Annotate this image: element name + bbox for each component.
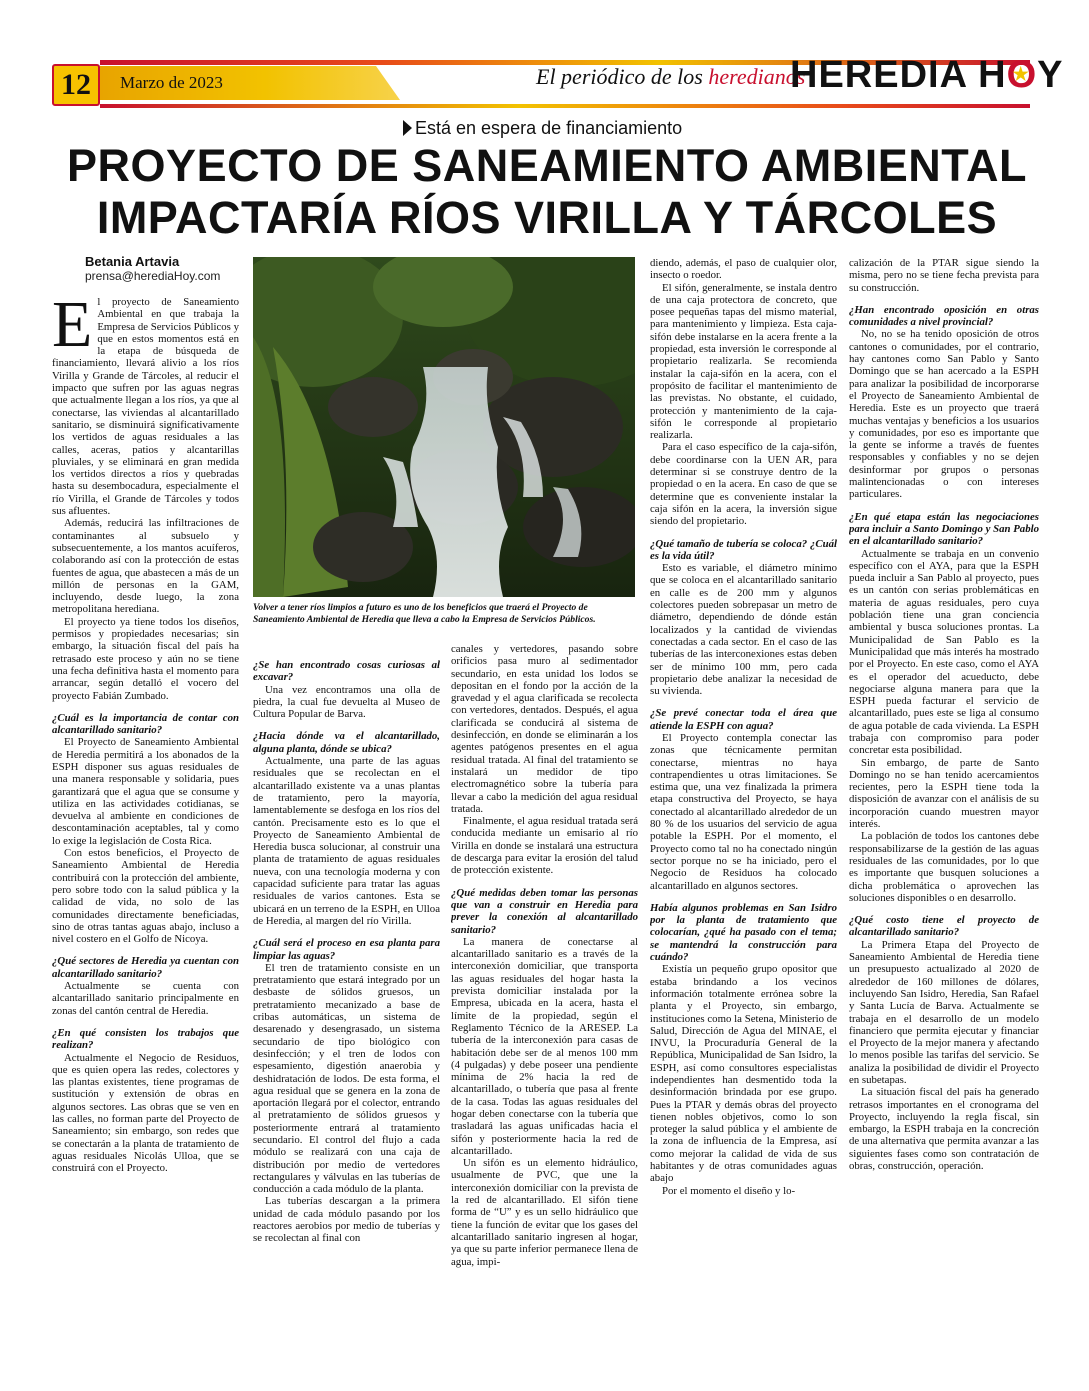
- body-paragraph: diendo, además, el paso de cualquier olor, insecto o roedor.: [650, 257, 837, 282]
- interview-question: Había algunos problemas en San Isidro por la planta de tratamiento que colocarían, ¿qué ha pasado con el tema; se mantendrá la construcción para cuándo?: [650, 901, 837, 964]
- body-paragraph: Sin embargo, de parte de Santo Domingo no se han tenido acercamientos recientes, pero la ESPH tiene toda la disposición de avanzar con el análisis de su incorporación cuando muestren mayor interés.: [849, 756, 1039, 831]
- interview-question: ¿En qué etapa están las negociaciones para incluir a Santo Domingo y San Pablo en el alcantarillado sanitario?: [849, 510, 1039, 548]
- article-column-2: [253, 659, 440, 1341]
- body-paragraph: El Proyecto de Saneamiento Ambiental de Heredia permitirá a los abonados de la ESPH disponer sus aguas residuales de una manera responsable y solidaria, pues garantizará que el agua que se consume y utiliza en las actividades cotidianas, se devuelva al ambiente en condiciones de descontaminación aceptables, tal y como lo exige la legislación de Costa Rica.: [52, 736, 239, 847]
- interview-question: ¿Cuál es la importancia de contar con alcantarillado sanitario?: [52, 711, 239, 737]
- lead-paragraph: [52, 296, 239, 517]
- lead-paragraph-text: l proyecto de Saneamiento Ambiental en que trabaja la Empresa de Servicios Públicos y que en estos momentos está en la etapa de búsqueda de financiamiento, llevará alivio a los ríos Virilla y Grande de Tárcoles, al reducir el impacto que sufren por las aguas negras que actualmente llegan a los ríos, ya que al conectarse, las viviendas al alcantarillado sanitario, se disminuirá significativamente los vertidos de aguas residuales a las calles, aceras, patios y alcantarillas pluviales, y se eliminará en gran medida los vertidos directos a ríos y quebradas hasta su desembocadura, especialmente el río Virilla, el Grande de Tárcoles y todos sus afluentes.: [52, 296, 239, 518]
- body-paragraph: Actualmente, una parte de las aguas residuales que se recolectan en el alcantarillado existente va a unas plantas de tratamiento, pero la mayoría, lamentablemente se desfoga en los ríos del cantón. Precisamente esto es lo que el Proyecto de Saneamiento Ambiental de Heredia busca solucionar, al construir una planta de tratamiento de aguas residuales nueva, con una tecnología moderna y con capacidad suficiente para tratar las aguas residuales de varios cantones. Esta se ubicará en un terreno de la ESPH, en Ulloa de Heredia, al margen del río Virilla.: [253, 755, 440, 927]
- masthead: [0, 0, 1089, 112]
- interview-question: ¿Se prevé conectar toda el área que atiende la ESPH con agua?: [650, 707, 837, 732]
- body-paragraph: La situación fiscal del país ha generado retrasos importantes en el cronograma del Proyecto, incluyendo la regla fiscal, sin embargo, la ESPH trabaja en la concreción de una alternativa que permita avanzar a las siguientes fases como son contratación de obras, construcción, operación.: [849, 1086, 1039, 1173]
- interview-question: ¿Qué medidas deben tomar las personas que van a construir en Heredia para prever la conexión al alcantarillado sanitario?: [451, 886, 638, 936]
- body-paragraph: Un sifón es un elemento hidráulico, usualmente de PVC, que une la interconexión domiciliar con la prevista de la red de alcantarillado. El sifón tiene forma de “U” y es un sello hidráulico que tiene la función de evitar que los gases del alcantarillado sanitario ingresen al hogar, ya que su parte inferior permanece llena de agua, impi-: [451, 1157, 638, 1268]
- tagline-prefix: El periódico de los: [536, 64, 709, 89]
- article-column-3: [451, 643, 638, 1341]
- body-paragraph: El proyecto ya tiene todos los diseños, permisos y propiedades necesarias; sin embargo, la situación fiscal del país ha retrasado este proceso y aún no se tiene una fecha definitiva hasta el momento para arrancar, según detalló el vocero del proyecto Fabián Zumbado.: [52, 615, 239, 702]
- body-paragraph: Finalmente, el agua residual tratada será conducida mediante un emisario al río Virilla en donde se instalará una estructura de descarga para evitar la erosión del talud de protección existente.: [451, 815, 638, 877]
- body-paragraph: Existía un pequeño grupo opositor que estaba brindando a los vecinos información totalmente errónea sobre la planta y el Proyecto, sin embargo, instituciones como la Setena, Ministerio de Salud, Dirección de Agua del MINAE, el INVU, la Procuraduría General de la República, Municipalidad de San Isidro, la ESPH, así como consultores especialistas independientes han desmentido toda la desinformación brindada por ese grupo. Pues la PTAR y demás obras del proyecto tienen nobles objetivos, como lo son proteger la salud pública y el ambiente de la zona de influencia de la Empresa, así como mejorar la calidad de vida de sus habitantes y de otras comunidades aguas abajo: [650, 963, 837, 1185]
- article-photo: [253, 257, 635, 597]
- interview-question: ¿Hacia dónde va el alcantarillado, alguna planta, dónde se ubica?: [253, 730, 440, 755]
- newspaper-logo: [790, 54, 1064, 97]
- tagline-highlight: heredianos: [708, 64, 806, 89]
- logo-text-right: Y: [1037, 54, 1064, 96]
- river-photo-illustration: [253, 257, 635, 597]
- byline-author: Betania Artavia: [85, 254, 180, 269]
- body-paragraph: canales y vertedores, pasando sobre orificios pasa muro al sedimentador secundario, en esta unidad los lodos se depositan en el fondo por la acción de la gravedad y el agua clarificada se recolecta con vertedores, dentados. Después, el agua clarificada se conducirá al sistema de desinfección, en donde se eliminarán a los agentes patógenos presentes en el agua residual tratada. Al final del tratamiento se instalará un medidor de tipo electromagnético sobre la tubería para llevar a cabo la medición del agua residual tratada.: [451, 643, 638, 815]
- body-paragraph: Actualmente se trabaja en un convenio específico con el AYA, para que la ESPH pueda incluir a San Pablo al proyecto, pues es un cantón con serias problemáticas en materia de aguas residuales, pero cuya población tiene una gran conciencia ambiental y busca soluciones prontas. La Municipalidad de San Pablo es la Municipalidad que más interés ha mostrado por el Proyecto. En este caso, como el AYA es el operador del acueducto, debe negociarse alguna manera para que la ESPH pueda facturar el servicio de alcantarillado, pues este se liga al consumo de agua potable de cada vivienda. La ESPH trabaja con compromiso para poder concretar esta posibilidad.: [849, 547, 1039, 757]
- body-paragraph: El Proyecto contempla conectar las zonas que técnicamente permitan conectarse, mientras no haya contrapendientes u otras limitaciones. Se estima que, una vez finalizada la primera etapa constructiva del Proyecto, se haya conectado al alcantarillado alrededor de un 80 % de los usuarios del servicio de agua potable la ESPH. Por el momento, el Proyecto como tal no ha conectado ningún sector porque no se ha iniciado, pero el Negocio de Residuos ha colocado alcantarillado en algunos sectores.: [650, 731, 837, 892]
- kicker-arrow-icon: [403, 120, 412, 136]
- article-headline: [52, 140, 1042, 244]
- byline-email: prensa@herediaHoy.com: [85, 269, 221, 283]
- body-paragraph: Una vez encontramos una olla de piedra, la cual fue devuelta al Museo de Cultura Popular de Barva.: [253, 683, 440, 721]
- body-paragraph: No, no se ha tenido oposición de otros cantones o comunidades, por el contrario, hay cantones como San Pablo y Santo Domingo que se han acercado a la ESPH para analizar la posibilidad de incorporarse el Proyecto de Saneamiento Ambiental de Heredia. Este es un proyecto que traerá muchas ventajas y beneficios a los usuarios y comunidades, por eso es importante que la gente se informe a través de fuentes responsables y confiables y no se dejen desinformar por grupos o personas malintencionadas o con intereses particulares.: [849, 328, 1039, 501]
- body-paragraph: La manera de conectarse al alcantarillado sanitario es a través de la interconexión domiciliar, que transporta las aguas residuales del hogar hasta la prevista domiciliar instalada por la Empresa, ubicada en la acera, hasta el límite de la propiedad, según el Reglamento Técnico de la ARESEP. La tubería de la interconexión para casas de habitación debe ser de al menos 100 mm (4 pulgadas) y debe poseer una pendiente mínima de 2% hacia la red de alcantarillado, o tubería que pasa al frente de la casa. Todas las aguas residuales del hogar deben conectarse con la tubería que trasladará las aguas unificadas hacia el sifón y posteriormente hacia la red de alcantarillado.: [451, 935, 638, 1157]
- headline-line-1: PROYECTO DE SANEAMIENTO AMBIENTAL: [67, 140, 1027, 191]
- body-paragraph: Esto es variable, el diámetro mínimo que se coloca en el alcantarillado sanitario en calle es de 200 mm y algunos colectores pueden sobrepasar un metro de diámetro, dependiendo de dónde están localizados y la cantidad de viviendas conectadas a cada sector. En el caso de las tuberías de las interconexiones estas deben ser de mínimo 100 mm, pero cada propietario debe analizar la necesidad de su vivienda.: [650, 562, 837, 698]
- logo-star-o: O ★: [1007, 54, 1038, 97]
- interview-question: ¿En qué consisten los trabajos que realizan?: [52, 1026, 239, 1052]
- article-kicker: [403, 118, 682, 139]
- article-column-5: [849, 257, 1039, 1341]
- interview-question: ¿Se han encontrado cosas curiosas al excavar?: [253, 659, 440, 684]
- body-paragraph: El tren de tratamiento consiste en un pretratamiento que estará integrado por un desbaste de sólidos gruesos, un pretratamiento mecanizado a base de cribas automáticas, un sistema de desarenado y desengrasado, un sistema secundario de tipo biológico con desinfección; y el tren de lodos con espesamiento, digestión anaerobia y deshidratación de lodos. De esta forma, el agua residual que se genera en la zona de aportación llegará por el colector, entrando al pretratamiento de sólidos gruesos y posteriormente entrará al tratamiento secundario. El control del flujo a cada módulo se realizará con una caja de distribución por medio de vertedores rectangulares y válvulas en las tuberías de conducción a cada módulo de la planta.: [253, 961, 440, 1196]
- article-column-4: [650, 257, 837, 1341]
- kicker-text: Está en espera de financiamiento: [415, 118, 683, 138]
- body-paragraph: El sifón, generalmente, se instala dentro de una caja protectora de concreto, que posee pequeñas tapas del mismo material, para mantenimiento y limpieza. Esta caja-sifón debe instalarse en la acera frente a la propiedad, esta inversión le corresponde al propietario realizarla. Se recomienda instalar la caja-sifón en la acera, con el propósito de facilitar el mantenimiento de las previstas. No obstante, el cuidado, protección y mantenimiento de la caja-sifón le corresponde al propietario realizarla.: [650, 281, 837, 442]
- interview-question: ¿Cuál será el proceso en esa planta para limpiar las aguas?: [253, 937, 440, 962]
- photo-caption: Volver a tener ríos limpios a futuro es uno de los beneficios que traerá el Proyecto de Saneamiento Ambiental de Heredia que lleva a cabo la Empresa de Servicios Públicos.: [253, 602, 596, 625]
- body-paragraph: Para el caso específico de la caja-sifón, debe coordinarse con la UEN AR, para determinar si se construye dentro de la propiedad o en la acera. En caso de que se determine que es conveniente instalar la caja sifón en la acera, la inversión sigue siendo del propietario.: [650, 441, 837, 528]
- body-paragraph: Además, reducirá las infiltraciones de contaminantes al subsuelo y subsecuentemente, a los mantos acuíferos, colaborando así con la protección de estas fuentes de agua, que abastecen a más de un millón de personas en la GAM, incluyendo, desde luego, la zona metropolitana herediana.: [52, 517, 239, 616]
- logo-text-left: HEREDIA H: [790, 54, 1007, 96]
- article-column-1: [52, 296, 239, 1341]
- headline-line-2: IMPACTARÍA RÍOS VIRILLA Y TÁRCOLES: [96, 192, 998, 243]
- tagline: [536, 64, 805, 90]
- body-paragraph: La Primera Etapa del Proyecto de Saneamiento Ambiental de Heredia tiene un presupuesto actualizado al 2020 de alrededor de 160 millones de dólares, incluyendo San Isidro, Heredia, San Rafael y Santa Lucía de Barva. Actualmente se trabaja en el desarrollo de un modelo financiero que permita ejecutar y financiar el Proyecto de la mejor manera y afectando lo menos posible las tarifas del servicio. Se analiza la posibilidad de dividir el Proyecto en subetapas.: [849, 938, 1039, 1086]
- interview-question: ¿Qué sectores de Heredia ya cuentan con alcantarillado sanitario?: [52, 955, 239, 980]
- interview-question: ¿Han encontrado oposición en otras comunidades a nivel provincial?: [849, 303, 1039, 329]
- issue-date: Marzo de 2023: [120, 73, 223, 92]
- body-paragraph: La población de todos los cantones debe responsabilizarse de la gestión de las aguas residuales de las comunidades, por lo que es importante que busquen soluciones a dicha problemática o aprovechen las soluciones disponibles o en desarrollo.: [849, 830, 1039, 904]
- body-paragraph: calización de la PTAR sigue siendo la misma, pero no se tiene fecha prevista para su construcción.: [849, 257, 1039, 294]
- body-paragraph: Con estos beneficios, el Proyecto de Saneamiento Ambiental de Heredia contribuirá con la protección del ambiente, pero sobre todo con la salud pública y la calidad de vida, no solo de las comunidades directamente beneficiadas, sino de otras tantas aguas abajo, incluso a nivel costero en el Golfo de Nicoya.: [52, 847, 239, 946]
- interview-question: ¿Qué costo tiene el proyecto de alcantarillado sanitario?: [849, 914, 1039, 939]
- body-paragraph: Por el momento el diseño y lo-: [662, 1184, 796, 1197]
- interview-question: ¿Qué tamaño de tubería se coloca? ¿Cuál es la vida útil?: [650, 537, 837, 562]
- drop-cap: E: [52, 296, 93, 361]
- page-number: 12: [52, 64, 100, 106]
- body-paragraph: Actualmente se cuenta con alcantarillado sanitario principalmente en zonas del cantón central de Heredia.: [52, 980, 239, 1017]
- masthead-bottom-rule: [100, 104, 1030, 108]
- body-paragraph: Actualmente el Negocio de Residuos, que es quien opera las redes, colectores y las plantas existentes, tiene programas de sustitución y extensión de obras en algunos sectores. Las obras que se ven en las calles, no forman parte del Proyecto de Saneamiento; sin embargo, son redes que se conectarán a la planta de tratamiento de aguas residuales Nicolás Ulloa, que se construirá con el Proyecto.: [52, 1051, 239, 1175]
- body-paragraph: Las tuberías descargan a la primera unidad de cada módulo pasando por los reactores aerobios por medio de tuberías y se recolectan al final con: [253, 1195, 440, 1245]
